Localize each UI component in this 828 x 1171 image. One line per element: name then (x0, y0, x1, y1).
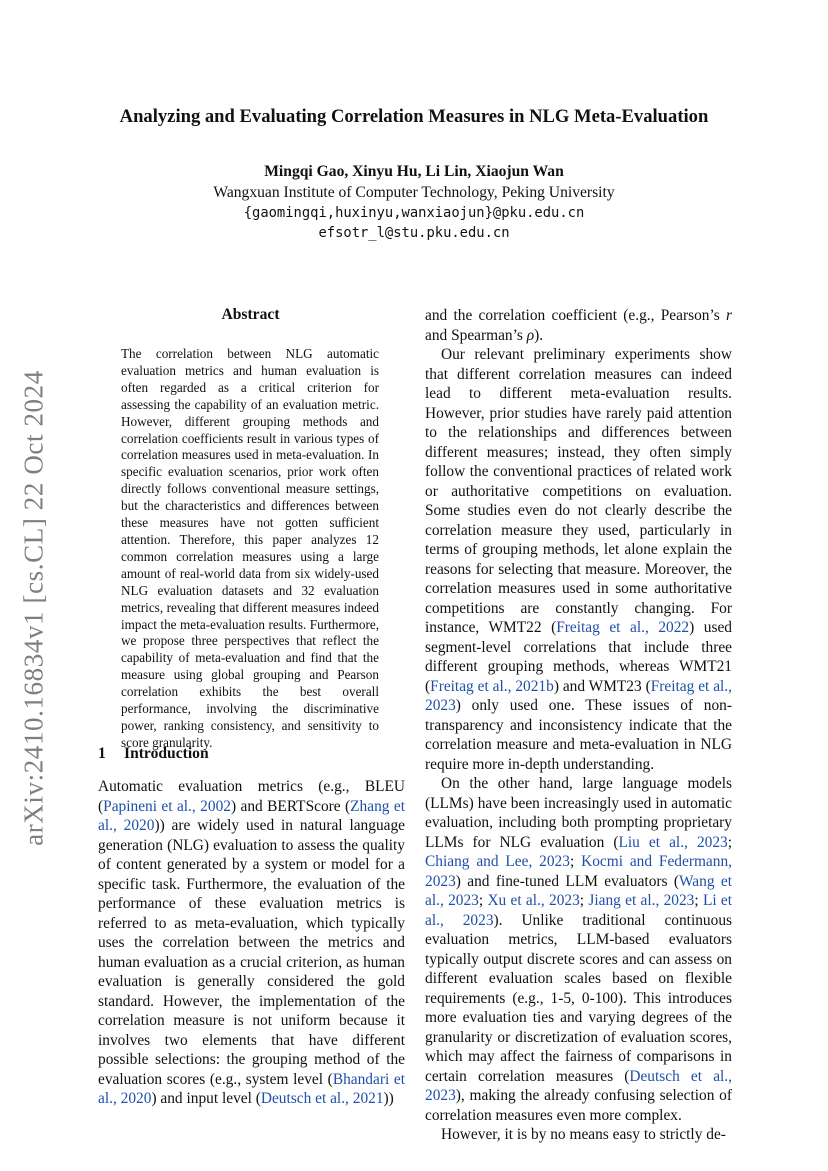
body-paragraph (425, 774, 732, 1125)
text-run: ). Unlike traditional continuous evaluation metrics, LLM-based evaluators typically output discrete scores and can assess on different evaluation scales based on flexible requirements (e.g., 1-5, 0-100). This introduces more evaluation ties and varying degrees of the granularity or discretization of evaluation scores, which may affect the fairness of comparisons in certain correlation measures ( (425, 911, 733, 1085)
text-run: and Spearman’s (425, 326, 527, 344)
author-list: Mingqi Gao, Xinyu Hu, Li Lin, Xiaojun Wan (264, 163, 564, 180)
text-run: Our relevant preliminary experiments show that different correlation measures can indeed lead to different meta-evaluation results. However, prior studies have rarely paid attention to the relationships and differences between different measures; instead, they often simply follow the conventional practices of related work or authoritative competitions on evaluation. Some studies even do not clearly describe the correlation measure they used, particularly in terms of grouping methods, let alone explain the reasons for selecting that measure. Moreover, the correlation measures used in some authoritative competitions are constantly changing. For instance, WMT22 ( (425, 346, 732, 636)
citation-link[interactable]: Wang et al., 2023 (425, 872, 732, 909)
abstract-text: The correlation between NLG automatic evaluation metrics and human evaluation is often regarded as a critical criterion for assessing the capability of an evaluation metric. However, different grouping methods and correlation coefficients result in various types of correlation measures used in meta-evaluation. In specific evaluation scenarios, prior work often directly follows conventional measure settings, but the characteristics and differences between these measures have not gotten sufficient attention. Therefore, this paper analyzes 12 common correlation measures using a large amount of real-world data from six widely-used NLG evaluation datasets and 32 evaluation metrics, revealing that different measures indeed impact the meta-evaluation results. Furthermore, we propose three perspectives that reflect the capability of meta-evaluation and find that the measure using global grouping and Pearson correlation exhibits the best overall performance, involving the discriminative power, ranking consistency, and sensitivity to score granularity. (121, 346, 379, 750)
paper-title: Analyzing and Evaluating Correlation Measures in NLG Meta-Evaluation (119, 106, 709, 127)
affiliation: Wangxuan Institute of Computer Technology, Peking University (213, 184, 615, 201)
math-symbol: ρ (526, 326, 535, 344)
text-run: ) and fine-tuned LLM evaluators ( (455, 872, 679, 890)
citation-link[interactable]: Kocmi and Federmann, 2023 (425, 853, 733, 890)
text-run: )) (383, 1090, 394, 1107)
author-email-1: {gaomingqi,huxinyu,wanxiaojun}@pku.edu.cn (243, 205, 585, 221)
text-run: ; (727, 833, 733, 851)
text-run: ) and BERTScore ( (230, 797, 351, 815)
citation-link[interactable]: Zhang et al., 2020 (98, 797, 406, 834)
math-symbol: r (726, 307, 732, 324)
citation-link[interactable]: Papineni et al., 2002 (103, 797, 231, 815)
citation-link[interactable]: Chiang and Lee, 2023 (425, 853, 570, 870)
text-run: ). (534, 326, 544, 344)
citation-link[interactable]: Jiang et al., 2023 (588, 892, 695, 909)
citation-link[interactable]: Freitag et al., 2021b (430, 677, 554, 695)
text-run: ), making the already confusing selection of correlation measures even more complex. (425, 1087, 732, 1124)
section-heading (98, 745, 209, 763)
text-run: However, it is by no means easy to strictly de- (441, 1126, 726, 1143)
citation-link[interactable]: Freitag et al., 2023 (425, 677, 732, 714)
section-number: 1 (98, 745, 106, 762)
text-run: ) only used one. These issues of non-transparency and inconsistency indicate that the correlation measure and meta-evaluation in NLG require more in-depth understanding. (425, 697, 732, 773)
text-run: ) used segment-level correlations that include three different grouping methods, whereas WMT21 ( (425, 619, 733, 695)
text-run: and the correlation coefficient (e.g., Pearson’s (425, 307, 726, 324)
citation-link[interactable]: Deutsch et al., 2021 (260, 1090, 384, 1107)
body-paragraph (98, 777, 405, 1109)
citation-link[interactable]: Deutsch et al., 2023 (425, 1067, 732, 1104)
body-paragraph (425, 345, 732, 774)
author-email-2: efsotr_l@stu.pku.edu.cn (318, 225, 510, 241)
abstract-heading: Abstract (221, 306, 280, 323)
body-paragraph (425, 1125, 732, 1145)
body-paragraph (425, 306, 732, 345)
text-run: ) and WMT23 ( (553, 677, 651, 695)
text-run: ; (478, 892, 488, 909)
citation-link[interactable]: Bhandari et al., 2020 (98, 1070, 405, 1107)
arxiv-identifier (14, 368, 54, 848)
citation-link[interactable]: Liu et al., 2023 (618, 833, 728, 851)
text-run: On the other hand, large language models (LLMs) have been increasingly used in automatic evaluation, including both prompting proprietary LLMs for NLG evaluation ( (425, 775, 732, 851)
text-run: ) and input level ( (151, 1090, 261, 1107)
text-run: ; (694, 892, 703, 909)
right-column-body (425, 306, 732, 1145)
citation-link[interactable]: Freitag et al., 2022 (556, 619, 690, 636)
citation-link[interactable]: Li et al., 2023 (425, 892, 733, 929)
text-run: ; (569, 853, 582, 870)
arxiv-identifier-text: arXiv:2410.16834v1 [cs.CL] 22 Oct 2024 (18, 370, 49, 846)
left-column-body (98, 777, 405, 1109)
citation-link[interactable]: Xu et al., 2023 (487, 892, 580, 909)
text-run: Automatic evaluation metrics (e.g., BLEU ( (98, 778, 405, 815)
abstract-body (121, 346, 379, 752)
text-run: ; (579, 892, 589, 909)
section-title: Introduction (124, 745, 209, 762)
text-run: )) are widely used in natural language generation (NLG) evaluation to assess the quality of content generated by a system or model for a specific task. Furthermore, the evaluation of the performance of these evaluation metrics is referred to as meta-evaluation, which typically uses the correlation between the metrics and human evaluation as a crucial criterion, as human evaluation is generally considered the gold standard. However, the implementation of the correlation measure is not uniform because it involves two elements that have different possible selections: the grouping method of the evaluation scores (e.g., system level ( (98, 817, 405, 1088)
